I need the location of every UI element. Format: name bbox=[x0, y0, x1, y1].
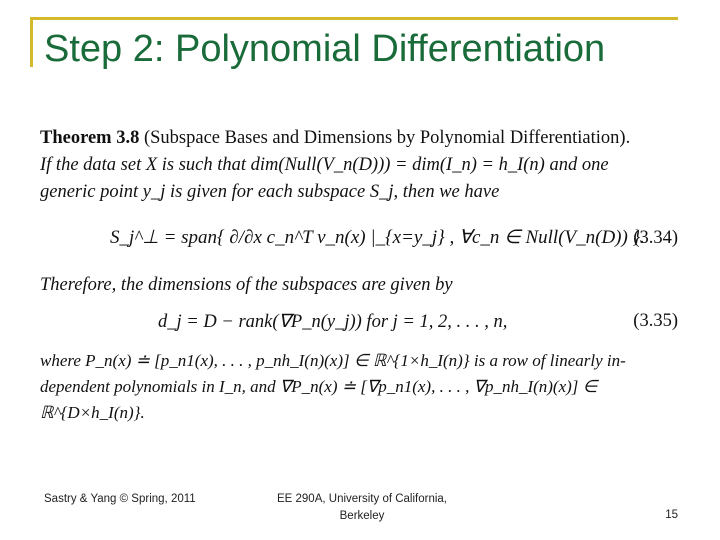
theorem-line-3: generic point y_j is given for each subspace S_j, then we have bbox=[40, 182, 500, 202]
theorem-excerpt bbox=[36, 122, 688, 427]
theorem-line-5: Therefore, the dimensions of the subspaces are given by bbox=[40, 275, 453, 295]
footer-course: EE 290A, University of California, Berkeley bbox=[276, 493, 448, 522]
title-frame-left-rule bbox=[30, 17, 33, 67]
theorem-line-9: ℝ^{D×h_I(n)}. bbox=[40, 403, 145, 422]
page-number: 15 bbox=[665, 509, 678, 521]
theorem-heading bbox=[40, 128, 630, 149]
equation-3-34: S_j^⊥ = span{ ∂/∂x c_n^T ν_n(x) |_{x=y_j} , ∀c_n ∈ Null(V_n(D)) }. bbox=[110, 227, 645, 248]
theorem-line-7: where P_n(x) ≐ [p_n1(x), . . . , p_nh_I(n)(x)] ∈ ℝ^{1×h_I(n)} is a row of linearly in- bbox=[40, 351, 626, 370]
equation-number-3-35: (3.35) bbox=[633, 311, 678, 331]
footer-author: Sastry & Yang © Spring, 2011 bbox=[44, 493, 196, 505]
theorem-line-2: If the data set X is such that dim(Null(V_n(D))) = dim(I_n) = h_I(n) and one bbox=[40, 155, 609, 175]
equation-number-3-34: (3.34) bbox=[633, 228, 678, 248]
slide-title: Step 2: Polynomial Differentiation bbox=[44, 28, 606, 70]
theorem-label: Theorem 3.8 bbox=[40, 128, 140, 148]
theorem-line-8: dependent polynomials in I_n, and ∇P_n(x) ≐ [∇p_n1(x), . . . , ∇p_nh_I(n)(x)] ∈ bbox=[40, 377, 598, 396]
theorem-title: (Subspace Bases and Dimensions by Polynomial Differentiation). bbox=[139, 128, 631, 148]
equation-3-35: d_j = D − rank(∇P_n(y_j)) for j = 1, 2, . . . , n, bbox=[158, 312, 508, 332]
title-frame-top-rule bbox=[30, 17, 678, 20]
